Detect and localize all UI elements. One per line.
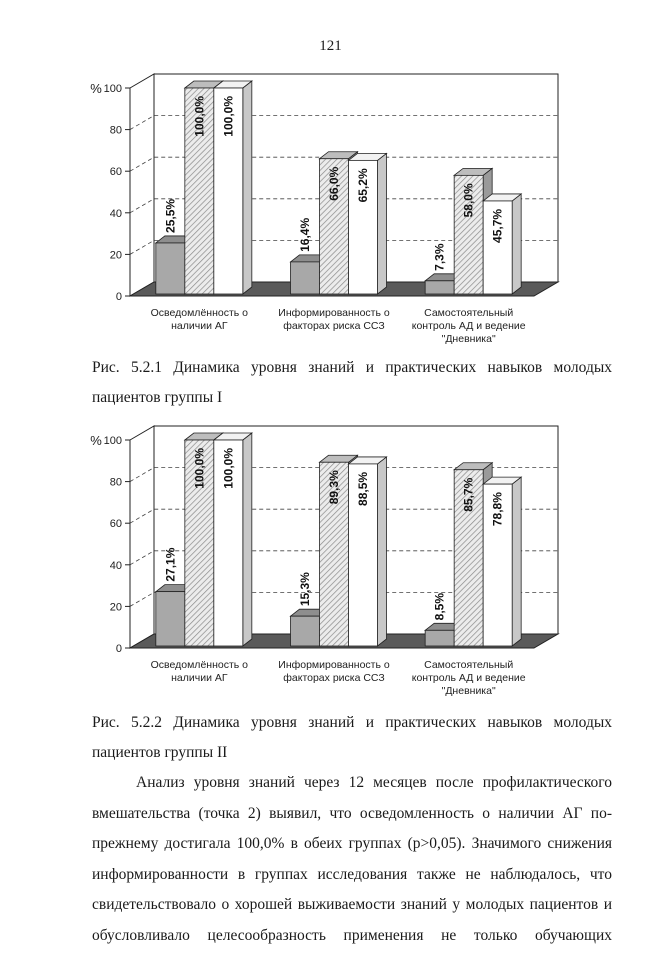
figure-caption-1-line2: пациентов группы I bbox=[92, 389, 223, 406]
data-label: 27,1% bbox=[163, 547, 178, 582]
data-label: 7,3% bbox=[432, 243, 447, 271]
x-tick-label: Осведомлённость о bbox=[150, 659, 249, 671]
data-label: 88,5% bbox=[356, 471, 370, 506]
x-tick-label: контроль АД и ведение bbox=[411, 320, 526, 332]
body-paragraph-text: Анализ уровня знаний через 12 месяцев после профилактического вмешательства (точка 2) выявил, что осведомленность о наличии АГ по-прежнему достигала 100,0% в обеих группах (р>0,05). Значимого снижения информированности в группах исследования также не наблюдалось, что свидетельствовало о хорошей выживаемости знаний у молодых пациентов и обусловливало целесообразность применения не только обучающих bbox=[92, 774, 612, 944]
data-label: 89,3% bbox=[327, 470, 341, 505]
x-tick-label: Информированность о bbox=[278, 659, 390, 671]
y-tick-label: 100 bbox=[103, 83, 122, 95]
y-tick-label: 80 bbox=[109, 476, 122, 489]
y-tick-label: 40 bbox=[109, 207, 122, 220]
chart-side-wall bbox=[130, 74, 154, 296]
data-label: 58,0% bbox=[461, 183, 476, 218]
y-tick-label: 20 bbox=[109, 601, 122, 614]
x-tick-label: Осведомлённость о bbox=[150, 307, 249, 319]
data-label: 66,0% bbox=[327, 166, 341, 201]
data-label: 100,0% bbox=[192, 448, 207, 489]
x-tick-label: "Дневника" bbox=[441, 685, 496, 697]
x-tick-label: наличии АГ bbox=[171, 672, 228, 684]
y-tick-label: 80 bbox=[109, 124, 122, 137]
data-label: 16,4% bbox=[298, 217, 312, 252]
figure-caption-1 bbox=[92, 353, 612, 413]
figure-caption-2-line2: пациентов группы II bbox=[92, 744, 228, 761]
y-tick-label: 60 bbox=[109, 518, 122, 531]
data-label: 8,5% bbox=[432, 592, 447, 621]
data-label: 100,0% bbox=[221, 95, 236, 137]
data-label: 25,5% bbox=[163, 198, 178, 233]
y-tick-label: 0 bbox=[115, 291, 122, 303]
data-label: 45,7% bbox=[490, 208, 505, 243]
data-label: 15,3% bbox=[298, 572, 312, 607]
x-tick-label: факторах риска ССЗ bbox=[283, 672, 385, 684]
chart-side-wall bbox=[130, 426, 154, 648]
y-axis-label: % bbox=[90, 433, 102, 448]
y-tick-label: 0 bbox=[115, 643, 122, 655]
chart-figure-2 bbox=[0, 412, 661, 702]
x-tick-label: факторах риска ССЗ bbox=[283, 320, 385, 332]
data-label: 100,0% bbox=[192, 96, 207, 137]
figure-caption-2 bbox=[92, 708, 612, 768]
body-paragraph bbox=[92, 768, 612, 951]
y-axis-label: % bbox=[90, 81, 102, 96]
chart-figure-1 bbox=[0, 60, 661, 350]
data-label: 65,2% bbox=[356, 168, 370, 203]
data-label: 100,0% bbox=[221, 448, 236, 489]
data-label: 78,8% bbox=[490, 492, 505, 527]
y-tick-label: 60 bbox=[109, 166, 122, 179]
data-label: 85,7% bbox=[461, 477, 476, 512]
x-tick-label: Самостоятельный bbox=[424, 659, 514, 671]
y-tick-label: 20 bbox=[109, 249, 122, 262]
figure-caption-2-line1: Рис. 5.2.2 Динамика уровня знаний и практических навыков молодых bbox=[92, 714, 612, 731]
x-tick-label: Самостоятельный bbox=[424, 307, 514, 319]
y-tick-label: 40 bbox=[109, 559, 122, 572]
x-tick-label: "Дневника" bbox=[441, 333, 496, 345]
x-tick-label: наличии АГ bbox=[171, 320, 228, 332]
page-number: 121 bbox=[319, 38, 342, 54]
x-tick-label: Информированность о bbox=[278, 307, 390, 319]
figure-caption-1-line1: Рис. 5.2.1 Динамика уровня знаний и практических навыков молодых bbox=[92, 359, 612, 376]
y-tick-label: 100 bbox=[103, 435, 122, 447]
x-tick-label: контроль АД и ведение bbox=[411, 672, 526, 684]
